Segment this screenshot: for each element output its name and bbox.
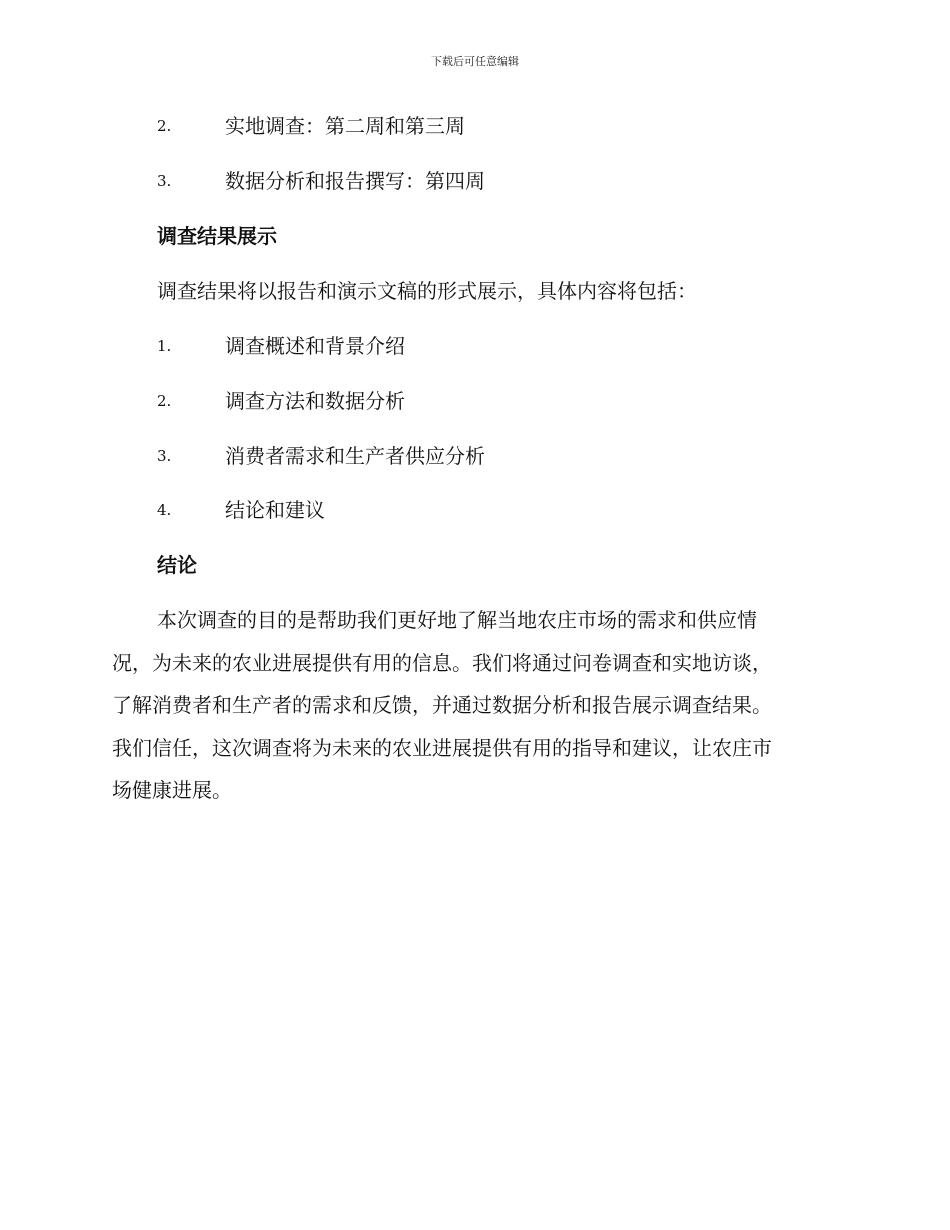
list-item-number: 3.: [157, 447, 172, 465]
list-item: [0, 111, 950, 141]
list-item: [0, 331, 950, 361]
section-heading-results: 调查结果展示: [157, 224, 277, 248]
results-intro: 调查结果将以报告和演示文稿的形式展示，具体内容将包括：: [157, 279, 697, 303]
list-item-number: 2.: [157, 117, 172, 135]
conclusion-line: 了解消费者和生产者的需求和反馈，并通过数据分析和报告展示调查结果。: [112, 693, 772, 717]
conclusion-line: 本次调查的目的是帮助我们更好地了解当地农庄市场的需求和供应情: [157, 608, 757, 632]
list-item: [0, 441, 950, 471]
conclusion-line: 场健康进展。: [112, 778, 232, 802]
list-item-number: 2.: [157, 392, 172, 410]
list-item-text: 调查概述和背景介绍: [225, 334, 405, 358]
conclusion-line: 况，为未来的农业进展提供有用的信息。我们将通过问卷调查和实地访谈，: [112, 651, 772, 675]
list-item-number: 1.: [157, 337, 172, 355]
list-item-text: 结论和建议: [225, 498, 325, 522]
section-heading-conclusion: 结论: [157, 553, 197, 577]
list-item-number: 3.: [157, 172, 172, 190]
page-header: 下载后可任意编辑: [431, 55, 519, 68]
list-item: [0, 386, 950, 416]
list-item-text: 数据分析和报告撰写：第四周: [225, 169, 485, 193]
list-item-text: 调查方法和数据分析: [225, 389, 405, 413]
list-item-text: 实地调查：第二周和第三周: [225, 114, 465, 138]
list-item: [0, 495, 950, 525]
list-item: [0, 166, 950, 196]
list-item-number: 4.: [157, 501, 172, 519]
conclusion-line: 我们信任，这次调查将为未来的农业进展提供有用的指导和建议，让农庄市: [112, 736, 772, 760]
list-item-text: 消费者需求和生产者供应分析: [225, 444, 485, 468]
